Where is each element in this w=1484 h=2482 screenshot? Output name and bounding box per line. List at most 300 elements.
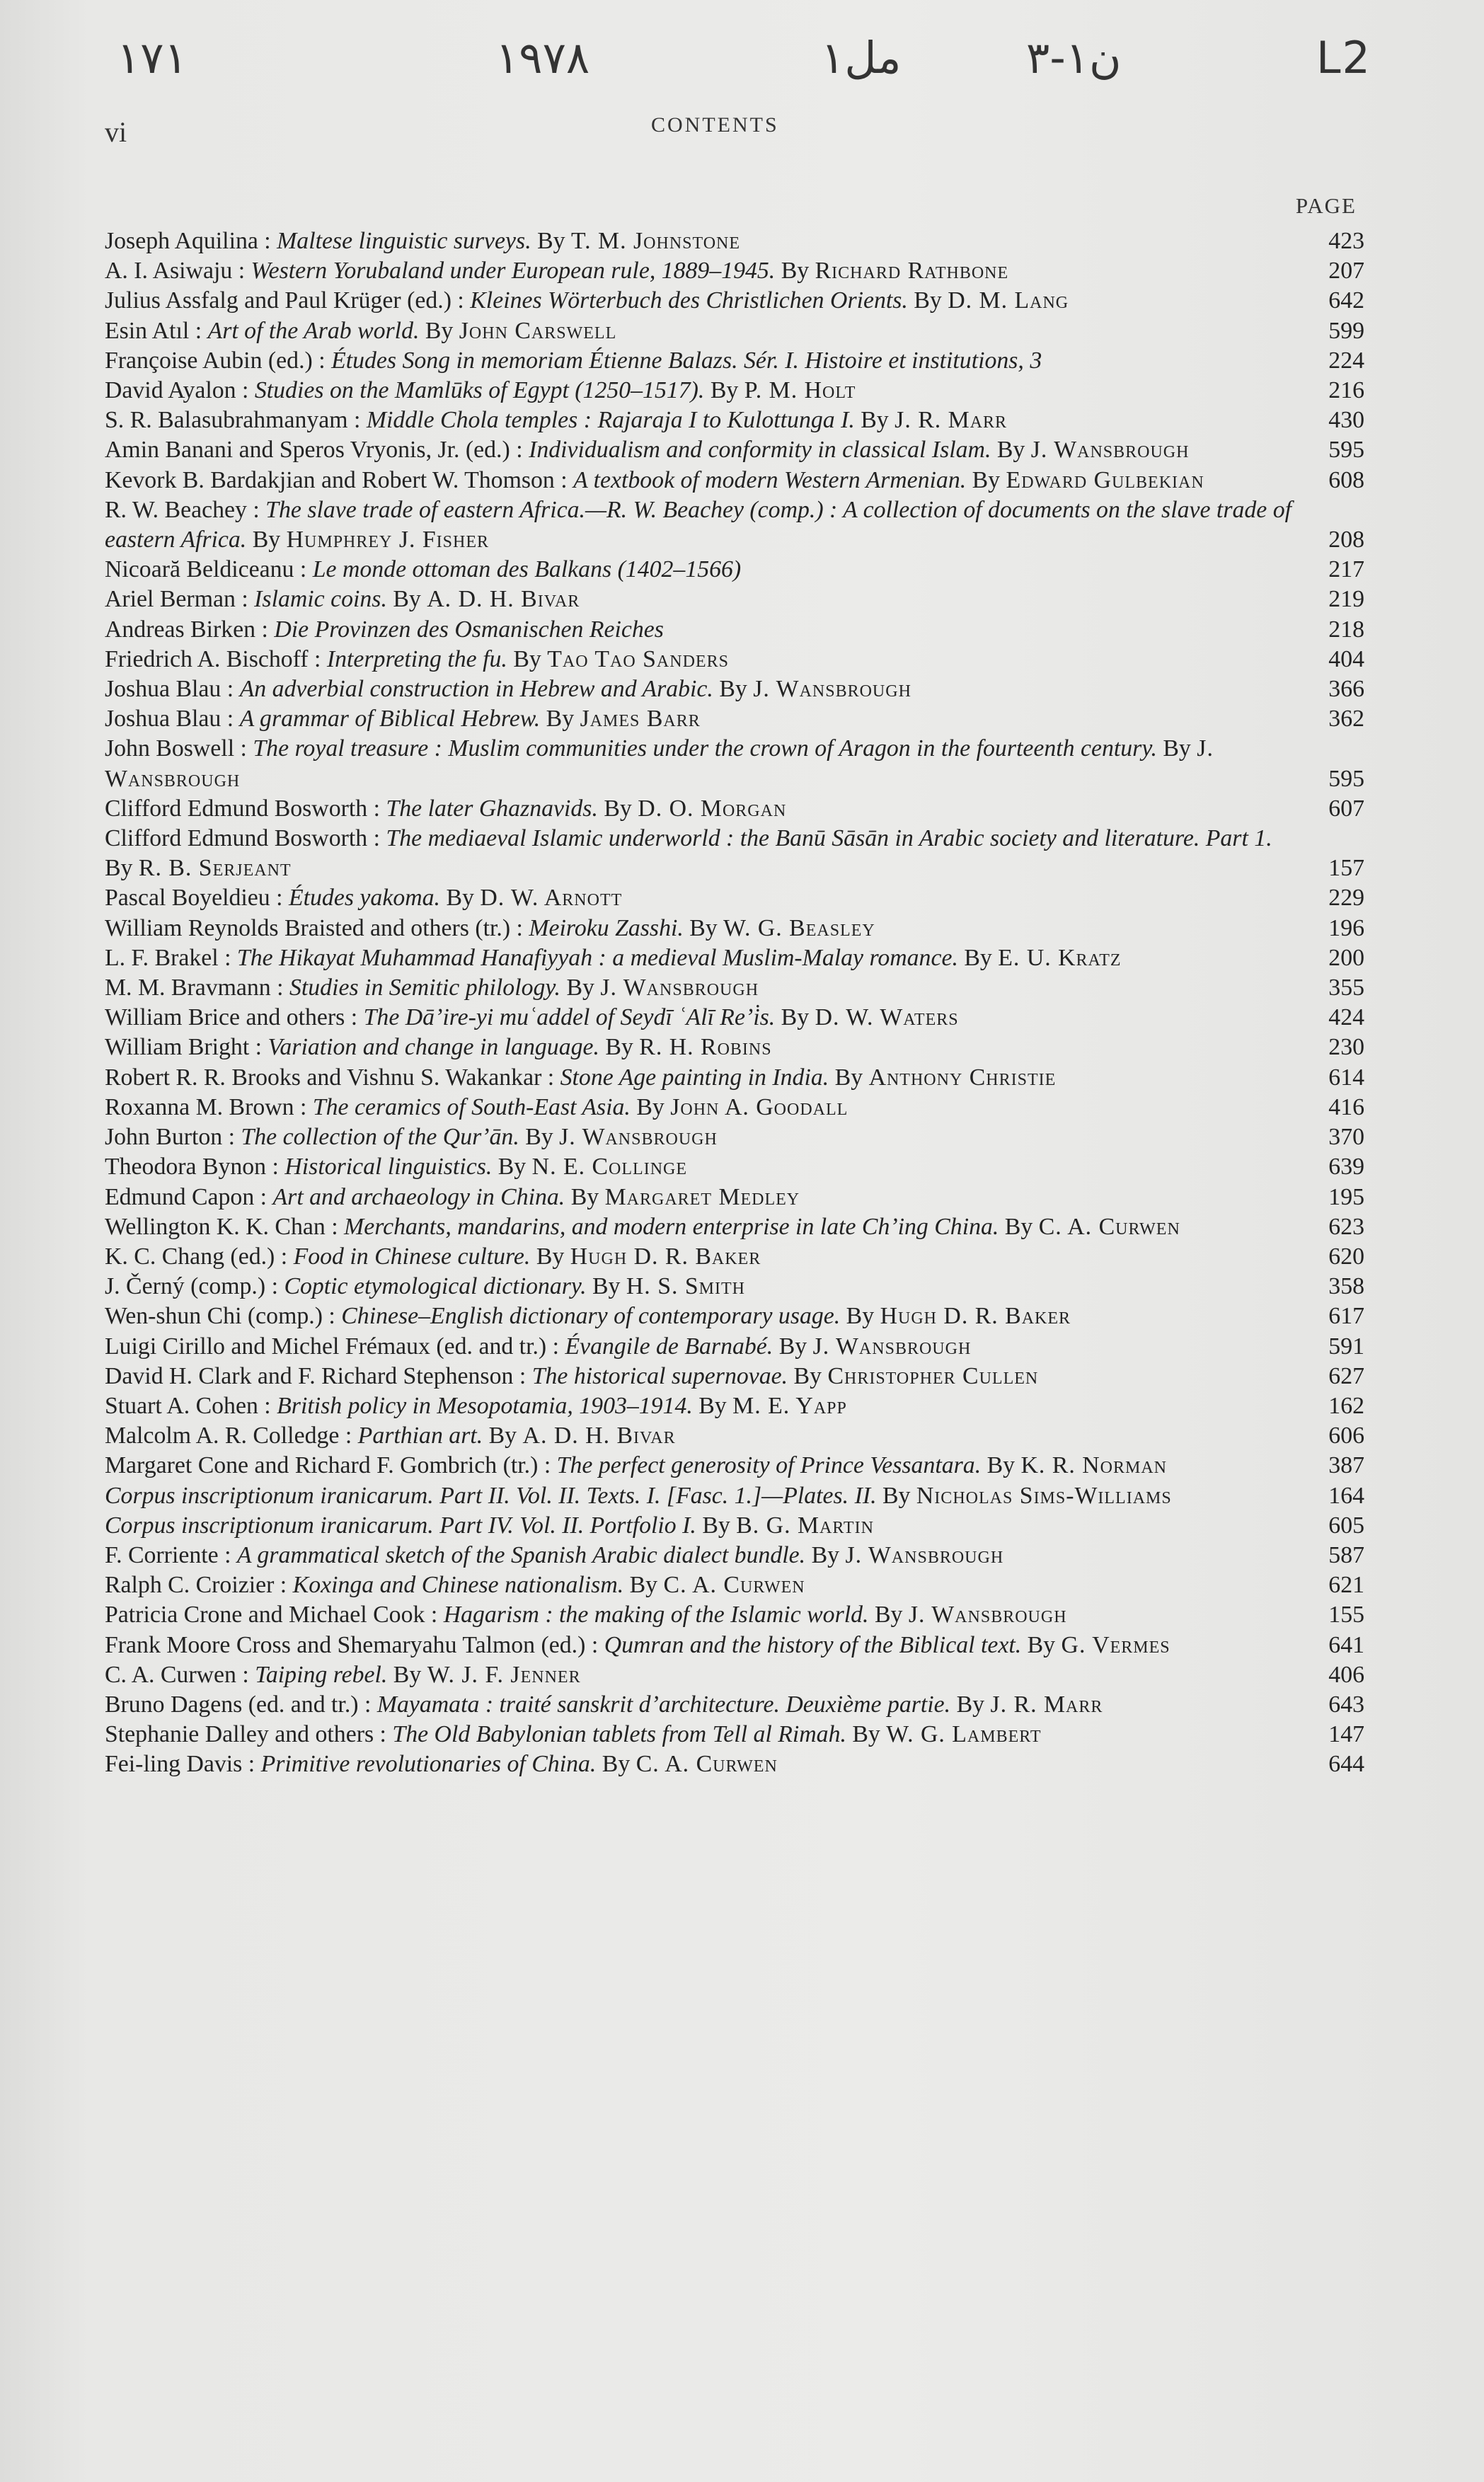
entry-page-number: 599: [1328, 317, 1364, 344]
entry-page-number: 224: [1328, 347, 1364, 374]
contents-entry: [105, 794, 1371, 824]
entry-title: Mayamata : traité sanskrit dʼarchitecture. Deuxième partie.: [376, 1691, 951, 1718]
contents-entry: [105, 615, 1371, 645]
contents-entry: [105, 824, 1371, 883]
entry-page-number: 627: [1328, 1362, 1364, 1389]
entry-text: [105, 943, 1301, 973]
entry-author: Malcolm A. R. Colledge :: [105, 1423, 352, 1449]
entry-author: F. Corriente :: [105, 1541, 231, 1568]
entry-title: Interpreting the fu.: [326, 645, 507, 672]
entry-author: L. F. Brakel :: [105, 944, 231, 971]
entry-page-number: 430: [1328, 407, 1364, 434]
entry-title: Islamic coins.: [254, 586, 387, 613]
entry-reviewer: Edward Gulbekian: [1006, 466, 1204, 493]
entry-author: Wellington K. K. Chan :: [105, 1213, 338, 1240]
entry-page-number: 608: [1328, 466, 1364, 493]
entry-reviewer: Richard Rathbone: [815, 258, 1009, 285]
entry-reviewer: J. Wansbrough: [559, 1124, 718, 1151]
entry-reviewer: J. R. Marr: [895, 407, 1008, 434]
entry-text: [105, 1302, 1301, 1331]
contents-entry: [105, 1451, 1371, 1481]
entry-page-number: 219: [1328, 586, 1364, 613]
entry-by: By: [566, 975, 594, 1001]
entry-reviewer: B. G. Martin: [736, 1512, 874, 1539]
contents-entry: [105, 674, 1371, 704]
entry-by: By: [956, 1691, 985, 1718]
entry-text: [105, 1033, 1301, 1062]
entry-by: By: [393, 1661, 422, 1688]
entry-reviewer: Anthony Christie: [868, 1064, 1057, 1091]
entry-author: Robert R. R. Brooks and Vishnu S. Wakankar :: [105, 1064, 555, 1091]
entry-reviewer: E. U. Kratz: [998, 944, 1122, 971]
entry-reviewer: J. Wansbrough: [812, 1333, 972, 1360]
entry-text: [105, 973, 1301, 1003]
entry-text: [105, 645, 1301, 674]
entry-page-number: 605: [1328, 1512, 1364, 1539]
entry-title: Western Yorubaland under European rule, 1889–1945.: [251, 258, 776, 285]
entry-text: [105, 1570, 1301, 1600]
contents-entry: [105, 316, 1371, 346]
entry-title: Parthian art.: [357, 1423, 483, 1449]
entry-by: By: [513, 645, 541, 672]
contents-entry: [105, 376, 1371, 406]
entry-title: Meiroku Zasshi.: [529, 914, 684, 941]
entry-text: [105, 286, 1301, 316]
entry-reviewer: R. H. Robins: [639, 1034, 772, 1061]
entry-title: The Hikayat Muhammad Hanafiyyah : a medieval Muslim-Malay romance.: [236, 944, 958, 971]
contents-entry: [105, 1152, 1371, 1182]
entry-title: The Dāʼire-yi muʿaddel of Seydī ʿAlī Reʼi̇s.: [363, 1004, 776, 1031]
entry-author: John Burton :: [105, 1124, 236, 1151]
contents-entry: [105, 645, 1371, 674]
entry-title: Kleines Wörterbuch des Christlichen Orients.: [470, 287, 908, 314]
entry-author: Ralph C. Croizier :: [105, 1572, 287, 1599]
entry-author: Stuart A. Cohen :: [105, 1392, 271, 1419]
entry-text: [105, 1272, 1301, 1302]
entry-by: By: [781, 1004, 810, 1031]
entry-author: Wen-shun Chi (comp.) :: [105, 1303, 335, 1330]
contents-entry: [105, 734, 1371, 793]
entry-reviewer: Margaret Medley: [604, 1183, 800, 1210]
entry-reviewer: D. W. Waters: [815, 1004, 959, 1031]
entry-text: [105, 1391, 1301, 1421]
entry-title: Studies on the Mamlūks of Egypt (1250–1517).: [254, 377, 705, 404]
entry-title: Individualism and conformity in classical Islam.: [529, 437, 991, 464]
entry-by: By: [852, 1721, 880, 1748]
contents-entry: [105, 1122, 1371, 1152]
entry-text: [105, 1063, 1301, 1093]
entry-by: By: [105, 855, 133, 882]
entry-text: [105, 1332, 1301, 1362]
entry-title: Corpus inscriptionum iranicarum. Part II. Vol. II. Texts. I. [Fasc. 1.]—Plates. II.: [105, 1482, 877, 1509]
entry-author: Pascal Boyeldieu :: [105, 885, 283, 912]
running-title: CONTENTS: [651, 113, 779, 137]
entry-by: By: [546, 706, 575, 732]
entry-reviewer: J. Wansbrough: [753, 676, 911, 703]
entry-page-number: 195: [1328, 1183, 1364, 1210]
entry-by: By: [425, 317, 454, 344]
entry-reviewer: W. J. F. Jenner: [427, 1661, 581, 1688]
entry-reviewer: W. G. Beasley: [723, 914, 875, 941]
entry-author: Bruno Dagens (ed. and tr.) :: [105, 1691, 372, 1718]
entry-author: Amin Banani and Speros Vryonis, Jr. (ed.) :: [105, 437, 523, 464]
entry-by: By: [393, 586, 421, 613]
entry-title: Primitive revolutionaries of China.: [260, 1751, 597, 1778]
entry-reviewer: D. W. Arnott: [480, 885, 623, 912]
contents-entry: [105, 435, 1371, 465]
contents-entry: [105, 1302, 1371, 1331]
entry-page-number: 387: [1328, 1452, 1364, 1479]
entry-title: The mediaeval Islamic underworld : the Banū Sāsān in Arabic society and literature. Part 1.: [386, 825, 1272, 852]
entry-reviewer: A. D. H. Bivar: [427, 586, 580, 613]
entry-title: Corpus inscriptionum iranicarum. Part IV. Vol. II. Portfolio I.: [105, 1512, 696, 1539]
contents-entry: [105, 495, 1371, 555]
entry-title: Art of the Arab world.: [207, 317, 420, 344]
entry-author: Joshua Blau :: [105, 706, 234, 732]
contents-entry: [105, 1063, 1371, 1093]
entry-text: [105, 1421, 1301, 1451]
entry-page-number: 208: [1328, 527, 1364, 553]
entry-title: Hagarism : the making of the Islamic world.: [443, 1602, 869, 1628]
entry-by: By: [698, 1392, 727, 1419]
entry-by: By: [689, 914, 718, 941]
entry-title: Coptic etymological dictionary.: [284, 1273, 587, 1300]
entry-text: [105, 376, 1301, 406]
contents-entry: [105, 1660, 1371, 1690]
entry-author: J. Černý (comp.) :: [105, 1273, 278, 1300]
entry-by: By: [488, 1423, 517, 1449]
contents-entry: [105, 226, 1371, 256]
entry-title: Merchants, mandarins, and modern enterprise in late Chʼing China.: [344, 1213, 999, 1240]
contents-entry: [105, 1332, 1371, 1362]
entry-author: Joseph Aquilina :: [105, 228, 271, 254]
entry-text: [105, 1631, 1301, 1660]
contents-entry: [105, 1093, 1371, 1122]
entry-author: Françoise Aubin (ed.) :: [105, 347, 326, 374]
entry-title: Historical linguistics.: [284, 1154, 493, 1180]
entry-text: [105, 495, 1301, 555]
entry-reviewer: James Barr: [580, 706, 701, 732]
entry-title: Qumran and the history of the Biblical text.: [604, 1631, 1022, 1658]
entry-page-number: 157: [1328, 855, 1364, 882]
contents-entry: [105, 1272, 1371, 1302]
entry-page-number: 639: [1328, 1154, 1364, 1180]
entry-title: British policy in Mesopotamia, 1903–1914.: [277, 1392, 693, 1419]
entry-title: A grammar of Biblical Hebrew.: [239, 706, 541, 732]
entry-title: Food in Chinese culture.: [293, 1243, 531, 1270]
entry-page-number: 229: [1328, 885, 1364, 912]
entry-title: An adverbial construction in Hebrew and Arabic.: [239, 676, 713, 703]
contents-entry: [105, 1212, 1371, 1242]
entry-by: By: [592, 1273, 621, 1300]
entry-author: Kevork B. Bardakjian and Robert W. Thomson :: [105, 466, 568, 493]
entry-page-number: 370: [1328, 1124, 1364, 1151]
entry-by: By: [636, 1093, 665, 1120]
contents-entry: [105, 1033, 1371, 1062]
entry-title: The later Ghaznavids.: [386, 795, 598, 822]
contents-entry: [105, 1600, 1371, 1630]
handwritten-mark-5: L2: [1316, 32, 1371, 84]
entry-author: C. A. Curwen :: [105, 1661, 249, 1688]
entry-page-number: 595: [1328, 765, 1364, 792]
entry-text: [105, 1511, 1301, 1541]
entry-by: By: [778, 1333, 807, 1360]
entry-page-number: 641: [1328, 1631, 1364, 1658]
entry-by: By: [537, 228, 565, 254]
entry-text: [105, 1660, 1301, 1690]
entry-page-number: 606: [1328, 1423, 1364, 1449]
entry-by: By: [602, 1751, 631, 1778]
entry-page-number: 587: [1328, 1541, 1364, 1568]
entry-text: [105, 1451, 1301, 1481]
entry-author: Fei-ling Davis :: [105, 1751, 255, 1778]
entry-by: By: [874, 1602, 903, 1628]
entry-title: Variation and change in language.: [268, 1034, 599, 1061]
entry-text: [105, 346, 1301, 376]
entry-page-number: 216: [1328, 377, 1364, 404]
entry-by: By: [252, 527, 281, 553]
entry-author: Andreas Birken :: [105, 616, 268, 643]
entry-text: [105, 316, 1301, 346]
entry-page-number: 424: [1328, 1004, 1364, 1031]
entry-by: By: [536, 1243, 565, 1270]
entry-text: [105, 824, 1301, 883]
entry-author: Patricia Crone and Michael Cook :: [105, 1602, 438, 1628]
contents-entry: [105, 555, 1371, 585]
entry-text: [105, 704, 1301, 734]
contents-list: [105, 226, 1371, 1780]
entry-reviewer: A. D. H. Bivar: [522, 1423, 676, 1449]
entry-title: Maltese linguistic surveys.: [277, 228, 531, 254]
entry-title: Middle Chola temples : Rajaraja I to Kulottunga I.: [366, 407, 855, 434]
entry-by: By: [497, 1154, 527, 1180]
contents-entry: [105, 1242, 1371, 1272]
entry-page-number: 644: [1328, 1751, 1364, 1778]
entry-author: William Bright :: [105, 1034, 263, 1061]
contents-entry: [105, 1003, 1371, 1033]
entry-author: Frank Moore Cross and Shemaryahu Talmon (ed.) :: [105, 1631, 599, 1658]
entry-page-number: 423: [1328, 228, 1364, 254]
entry-reviewer: M. E. Yapp: [732, 1392, 847, 1419]
contents-entry: [105, 286, 1371, 316]
entry-page-number: 623: [1328, 1213, 1364, 1240]
entry-text: [105, 1212, 1301, 1242]
entry-page-number: 207: [1328, 258, 1364, 285]
entry-by: By: [719, 676, 747, 703]
entry-author: William Reynolds Braisted and others (tr.) :: [105, 914, 523, 941]
contents-entry: [105, 1570, 1371, 1600]
entry-by: By: [987, 1452, 1016, 1479]
handwritten-mark-2: ١٩٧٨: [495, 32, 590, 84]
folio-number: vi: [105, 116, 127, 148]
entry-by: By: [781, 258, 810, 285]
entry-author: Julius Assfalg and Paul Krüger (ed.) :: [105, 287, 464, 314]
entry-reviewer: Hugh D. R. Baker: [570, 1243, 761, 1270]
contents-entry: [105, 256, 1371, 286]
entry-reviewer: J. Wansbrough: [845, 1541, 1004, 1568]
entry-title: The historical supernovae.: [531, 1362, 788, 1389]
entry-text: [105, 883, 1301, 913]
entry-page-number: 416: [1328, 1093, 1364, 1120]
entry-page-number: 217: [1328, 556, 1364, 583]
contents-entry: [105, 1690, 1371, 1720]
entry-reviewer: Hugh D. R. Baker: [880, 1303, 1071, 1330]
entry-text: [105, 1242, 1301, 1272]
entry-by: By: [605, 1034, 633, 1061]
entry-title: The perfect generosity of Prince Vessantara.: [556, 1452, 982, 1479]
entry-reviewer: P. M. Holt: [744, 377, 856, 404]
entry-page-number: 607: [1328, 795, 1364, 822]
entry-by: By: [811, 1541, 840, 1568]
entry-page-number: 358: [1328, 1273, 1364, 1300]
contents-entry: [105, 1511, 1371, 1541]
contents-entry: [105, 466, 1371, 495]
contents-entry: [105, 704, 1371, 734]
entry-text: [105, 406, 1301, 435]
entry-page-number: 643: [1328, 1691, 1364, 1718]
entry-reviewer: J. Wansbrough: [105, 735, 1214, 792]
entry-by: By: [964, 944, 992, 971]
entry-text: [105, 1093, 1301, 1122]
entry-page-number: 366: [1328, 676, 1364, 703]
entry-page-number: 591: [1328, 1333, 1364, 1360]
entry-page-number: 218: [1328, 616, 1364, 643]
entry-reviewer: J. Wansbrough: [600, 975, 759, 1001]
entry-text: [105, 1003, 1301, 1033]
entry-by: By: [702, 1512, 730, 1539]
entry-title: Chinese–English dictionary of contemporary usage.: [341, 1303, 841, 1330]
entry-title: Studies in Semitic philology.: [289, 975, 560, 1001]
entry-reviewer: C. A. Curwen: [635, 1751, 778, 1778]
entry-text: [105, 555, 1301, 585]
entry-text: [105, 734, 1301, 793]
entry-author: Esin Atıl :: [105, 317, 202, 344]
entry-title: The ceramics of South-East Asia.: [312, 1093, 631, 1120]
entry-reviewer: Humphrey J. Fisher: [286, 527, 490, 553]
entry-reviewer: D. M. Lang: [948, 287, 1069, 314]
entry-reviewer: John A. Goodall: [670, 1093, 849, 1120]
entry-by: By: [882, 1482, 911, 1509]
entry-reviewer: H. S. Smith: [626, 1273, 746, 1300]
entry-reviewer: W. G. Lambert: [886, 1721, 1042, 1748]
entry-text: [105, 585, 1301, 614]
entry-by: By: [525, 1124, 553, 1151]
entry-reviewer: N. E. Collinge: [531, 1154, 688, 1180]
entry-reviewer: G. Vermes: [1061, 1631, 1170, 1658]
entry-author: Edmund Capon :: [105, 1183, 268, 1210]
entry-text: [105, 1481, 1301, 1511]
entry-by: By: [1027, 1631, 1056, 1658]
entry-by: By: [972, 466, 1001, 493]
entry-title: The collection of the Qurʼān.: [241, 1124, 519, 1151]
entry-by: By: [861, 407, 889, 434]
contents-entry: [105, 1183, 1371, 1212]
handwritten-mark-4: ن١-٣: [1026, 32, 1122, 84]
contents-entry: [105, 973, 1371, 1003]
entry-by: By: [834, 1064, 863, 1091]
entry-author: Clifford Edmund Bosworth :: [105, 795, 380, 822]
contents-entry: [105, 1541, 1371, 1570]
entry-author: William Brice and others :: [105, 1004, 358, 1031]
entry-page-number: 200: [1328, 944, 1364, 971]
contents-entry: [105, 883, 1371, 913]
entry-reviewer: Tao Tao Sanders: [547, 645, 729, 672]
entry-reviewer: K. R. Norman: [1020, 1452, 1167, 1479]
entry-author: Joshua Blau :: [105, 676, 234, 703]
entry-text: [105, 1362, 1301, 1391]
entry-title: The Old Babylonian tablets from Tell al Rimah.: [392, 1721, 846, 1748]
page-column-heading: PAGE: [1295, 193, 1357, 218]
entry-page-number: 617: [1328, 1303, 1364, 1330]
entry-by: By: [914, 287, 942, 314]
contents-entry: [105, 1750, 1371, 1779]
entry-reviewer: R. B. Serjeant: [138, 855, 292, 882]
entry-page-number: 614: [1328, 1064, 1364, 1091]
entry-page-number: 620: [1328, 1243, 1364, 1270]
entry-author: Clifford Edmund Bosworth :: [105, 825, 380, 852]
entry-by: By: [1163, 735, 1191, 762]
entry-text: [105, 435, 1301, 465]
entry-author: Stephanie Dalley and others :: [105, 1721, 386, 1748]
entry-author: K. C. Chang (ed.) :: [105, 1243, 288, 1270]
entry-title: Taiping rebel.: [255, 1661, 388, 1688]
entry-reviewer: J. Wansbrough: [908, 1602, 1067, 1628]
entry-reviewer: T. M. Johnstone: [571, 228, 741, 254]
entry-page-number: 621: [1328, 1572, 1364, 1599]
entry-author: Roxanna M. Brown :: [105, 1093, 307, 1120]
contents-entry: [105, 914, 1371, 943]
entry-author: Friedrich A. Bischoff :: [105, 645, 321, 672]
contents-entry: [105, 1391, 1371, 1421]
entry-title: Évangile de Barnabé.: [565, 1333, 773, 1360]
entry-text: [105, 1720, 1301, 1750]
entry-author: Ariel Berman :: [105, 586, 248, 613]
entry-title: The slave trade of eastern Africa.—R. W. Beachey (comp.) : A collection of documents on the slave trade of eastern Africa.: [105, 496, 1292, 553]
entry-reviewer: C. A. Curwen: [1038, 1213, 1180, 1240]
entry-title: Koxinga and Chinese nationalism.: [292, 1572, 624, 1599]
contents-entry: [105, 1631, 1371, 1660]
entry-title: Le monde ottoman des Balkans (1402–1566): [312, 556, 742, 583]
entry-page-number: 196: [1328, 914, 1364, 941]
entry-page-number: 406: [1328, 1661, 1364, 1688]
entry-reviewer: D. O. Morgan: [638, 795, 787, 822]
entry-by: By: [446, 885, 474, 912]
entry-author: Margaret Cone and Richard F. Gombrich (tr.) :: [105, 1452, 551, 1479]
entry-page-number: 355: [1328, 975, 1364, 1001]
entry-title: A textbook of modern Western Armenian.: [573, 466, 967, 493]
entry-text: [105, 1122, 1301, 1152]
entry-reviewer: Nicholas Sims-Williams: [916, 1482, 1172, 1509]
entry-page-number: 164: [1328, 1482, 1364, 1509]
entry-page-number: 147: [1328, 1721, 1364, 1748]
entry-author: David H. Clark and F. Richard Stephenson :: [105, 1362, 527, 1389]
entry-text: [105, 794, 1301, 824]
entry-author: A. I. Asiwaju :: [105, 258, 246, 285]
entry-text: [105, 1750, 1301, 1779]
entry-title: Études yakoma.: [289, 885, 440, 912]
entry-author: Theodora Bynon :: [105, 1154, 279, 1180]
handwritten-mark-1: ١٧١: [117, 32, 188, 84]
contents-entry: [105, 346, 1371, 376]
entry-text: [105, 1183, 1301, 1212]
entry-text: [105, 615, 1301, 645]
contents-entry: [105, 406, 1371, 435]
entry-by: By: [793, 1362, 822, 1389]
entry-author: M. M. Bravmann :: [105, 975, 284, 1001]
entry-text: [105, 1690, 1301, 1720]
entry-by: By: [996, 437, 1025, 464]
entry-text: [105, 1152, 1301, 1182]
